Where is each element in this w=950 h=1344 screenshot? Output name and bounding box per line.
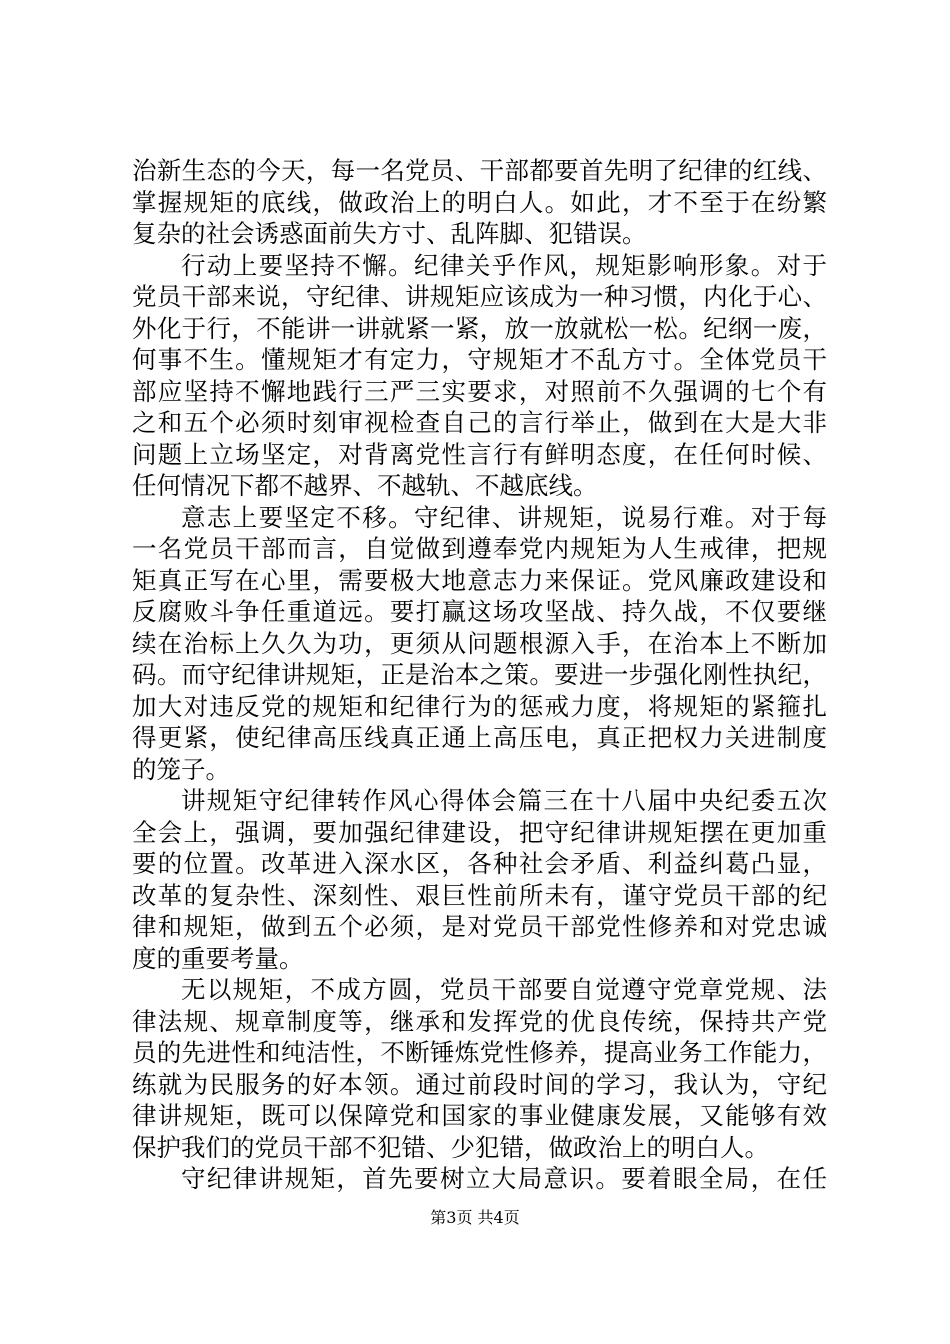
paragraph-first-line: 讲规矩守纪律转作风心得体会篇三在十八届中央纪委五次 — [181, 786, 827, 815]
text-line: 律讲规矩，既可以保障党和国家的事业健康发展，又能够有效 — [132, 1101, 827, 1130]
text-line: 员的先进性和纯洁性，不断锤炼党性修养，提高业务工作能力， — [132, 1038, 827, 1067]
text-line: 得更紧，使纪律高压线真正通上高压电，真正把权力关进制度 — [132, 723, 827, 752]
text-line: 续在治标上久久为功，更须从问题根源入手，在治本上不断加 — [132, 628, 827, 658]
text-line: 一名党员干部而言，自觉做到遵奉党内规矩为人生戒律，把规 — [132, 534, 827, 563]
paragraph-first-line: 行动上要坚持不懈。纪律关乎作风，规矩影响形象。对于 — [181, 250, 827, 280]
text-line: 律和规矩，做到五个必须，是对党员干部党性修养和对党忠诚 — [132, 912, 827, 941]
paragraph-first-line: 意志上要坚定不移。守纪律、讲规矩，说易行难。对于每 — [181, 502, 827, 532]
paragraph-first-line: 守纪律讲规矩，首先要树立大局意识。要着眼全局，在任 — [181, 1164, 827, 1193]
text-line: 反腐败斗争任重道远。要打赢这场攻坚战、持久战，不仅要继 — [132, 597, 827, 626]
text-line: 度的重要考量。 — [132, 943, 304, 973]
page-footer: 第3页 共4页 — [430, 1208, 520, 1227]
text-line: 全会上，强调，要加强纪律建设，把守纪律讲规矩摆在更加重 — [132, 817, 827, 847]
text-line: 码。而守纪律讲规矩，正是治本之策。要进一步强化刚性执纪， — [132, 660, 827, 689]
text-line: 治新生态的今天，每一名党员、干部都要首先明了纪律的红线、 — [132, 156, 827, 185]
text-line: 复杂的社会诱惑面前失方寸、乱阵脚、犯错误。 — [132, 219, 647, 248]
text-line: 加大对违反党的规矩和纪律行为的惩戒力度，将规矩的紧箍扎 — [132, 691, 827, 721]
text-line: 练就为民服务的好本领。通过前段时间的学习，我认为，守纪 — [132, 1069, 827, 1099]
text-line: 改革的复杂性、深刻性、艰巨性前所未有，谨守党员干部的纪 — [132, 880, 827, 910]
text-line: 掌握规矩的底线，做政治上的明白人。如此，才不至于在纷繁 — [132, 187, 827, 217]
text-line: 部应坚持不懈地践行三严三实要求，对照前不久强调的七个有 — [132, 376, 827, 406]
text-line: 要的位置。改革进入深水区，各种社会矛盾、利益纠葛凸显， — [132, 849, 827, 878]
text-line: 矩真正写在心里，需要极大地意志力来保证。党风廉政建设和 — [132, 565, 827, 595]
text-line: 何事不生。懂规矩才有定力，守规矩才不乱方寸。全体党员干 — [132, 345, 827, 374]
text-line: 保护我们的党员干部不犯错、少犯错，做政治上的明白人。 — [132, 1132, 769, 1162]
text-line: 外化于行，不能讲一讲就紧一紧，放一放就松一松。纪纲一废， — [132, 313, 827, 343]
text-line: 的笼子。 — [132, 754, 230, 784]
paragraph-first-line: 无以规矩，不成方圆，党员干部要自觉遵守党章党规、法 — [181, 975, 827, 1004]
text-line: 之和五个必须时刻审视检查自己的言行举止，做到在大是大非 — [132, 408, 827, 437]
text-line: 党员干部来说，守纪律、讲规矩应该成为一种习惯，内化于心、 — [132, 282, 827, 311]
document-body — [132, 155, 827, 1195]
text-line: 律法规、规章制度等，继承和发挥党的优良传统，保持共产党 — [132, 1006, 827, 1036]
text-line: 问题上立场坚定，对背离党性言行有鲜明态度，在任何时候、 — [132, 439, 827, 469]
text-line: 任何情况下都不越界、不越轨、不越底线。 — [132, 471, 598, 500]
